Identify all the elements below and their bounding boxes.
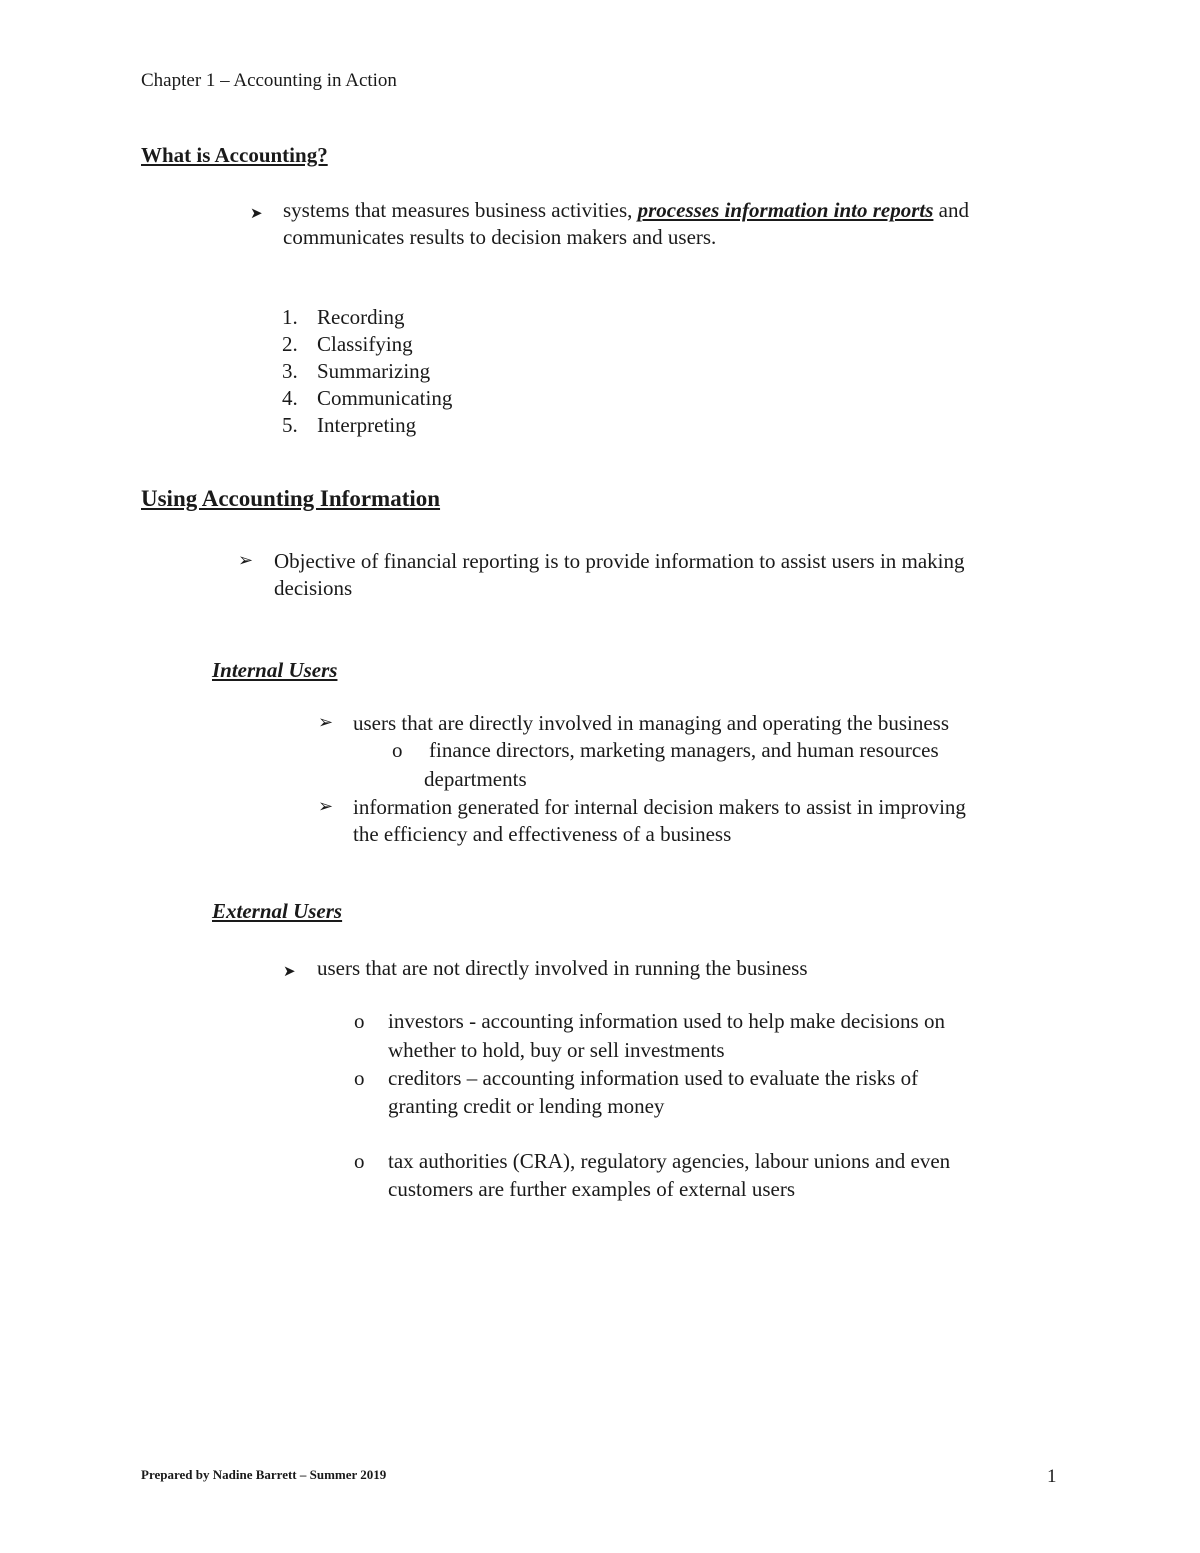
section-title-what-is-accounting: What is Accounting? — [141, 143, 328, 167]
step-number: 1. — [282, 305, 298, 329]
investors-line-1: investors - accounting information used to help make decisions on — [388, 1009, 945, 1033]
circle-bullet-icon: o — [354, 1149, 365, 1173]
definition-line-2: communicates results to decision makers and users. — [283, 225, 717, 249]
subsection-title-external-users: External Users — [212, 899, 343, 923]
investors-line-2: whether to hold, buy or sell investments — [388, 1038, 725, 1062]
step-number: 3. — [282, 359, 298, 383]
footer-prepared-by: Prepared by Nadine Barrett – Summer 2019 — [141, 1467, 387, 1482]
step-label: Communicating — [317, 386, 453, 410]
definition-line-1: systems that measures business activities, processes information into reports and — [283, 198, 969, 222]
internal-sub-line-2: departments — [424, 767, 527, 791]
arrow-bullet-icon: ➤ — [283, 964, 296, 980]
circle-bullet-icon: o — [354, 1009, 365, 1033]
arrow-bullet-icon: ➢ — [318, 712, 334, 732]
arrow-bullet-icon: ➤ — [250, 206, 263, 222]
arrow-bullet-icon: ➢ — [238, 550, 254, 570]
step-label: Recording — [317, 305, 405, 329]
chapter-header: Chapter 1 – Accounting in Action — [141, 70, 397, 91]
circle-bullet-icon: o — [354, 1066, 365, 1090]
creditors-line-1: creditors – accounting information used to evaluate the risks of — [388, 1066, 919, 1090]
step-number: 5. — [282, 413, 298, 437]
internal-bullet-2-line-1: information generated for internal decision makers to assist in improving — [353, 795, 966, 819]
others-line-2: customers are further examples of external users — [388, 1177, 795, 1201]
section-title-using-accounting-information: Using Accounting Information — [141, 486, 441, 511]
arrow-bullet-icon: ➢ — [318, 796, 334, 816]
internal-bullet-2-line-2: the efficiency and effectiveness of a business — [353, 822, 732, 846]
circle-bullet-icon: o — [392, 738, 403, 762]
internal-sub-line-1: finance directors, marketing managers, and human resources — [429, 738, 939, 762]
others-line-1: tax authorities (CRA), regulatory agencies, labour unions and even — [388, 1149, 951, 1173]
external-bullet-1: users that are not directly involved in running the business — [317, 956, 808, 980]
objective-line-2: decisions — [274, 576, 353, 600]
step-label: Summarizing — [317, 359, 431, 383]
creditors-line-2: granting credit or lending money — [388, 1094, 665, 1118]
step-label: Interpreting — [317, 413, 417, 437]
subsection-title-internal-users: Internal Users — [212, 658, 338, 682]
step-number: 2. — [282, 332, 298, 356]
internal-bullet-1: users that are directly involved in managing and operating the business — [353, 711, 950, 735]
objective-line-1: Objective of financial reporting is to provide information to assist users in making — [274, 549, 965, 573]
step-number: 4. — [282, 386, 298, 410]
step-label: Classifying — [317, 332, 413, 356]
page-number: 1 — [1047, 1466, 1057, 1487]
